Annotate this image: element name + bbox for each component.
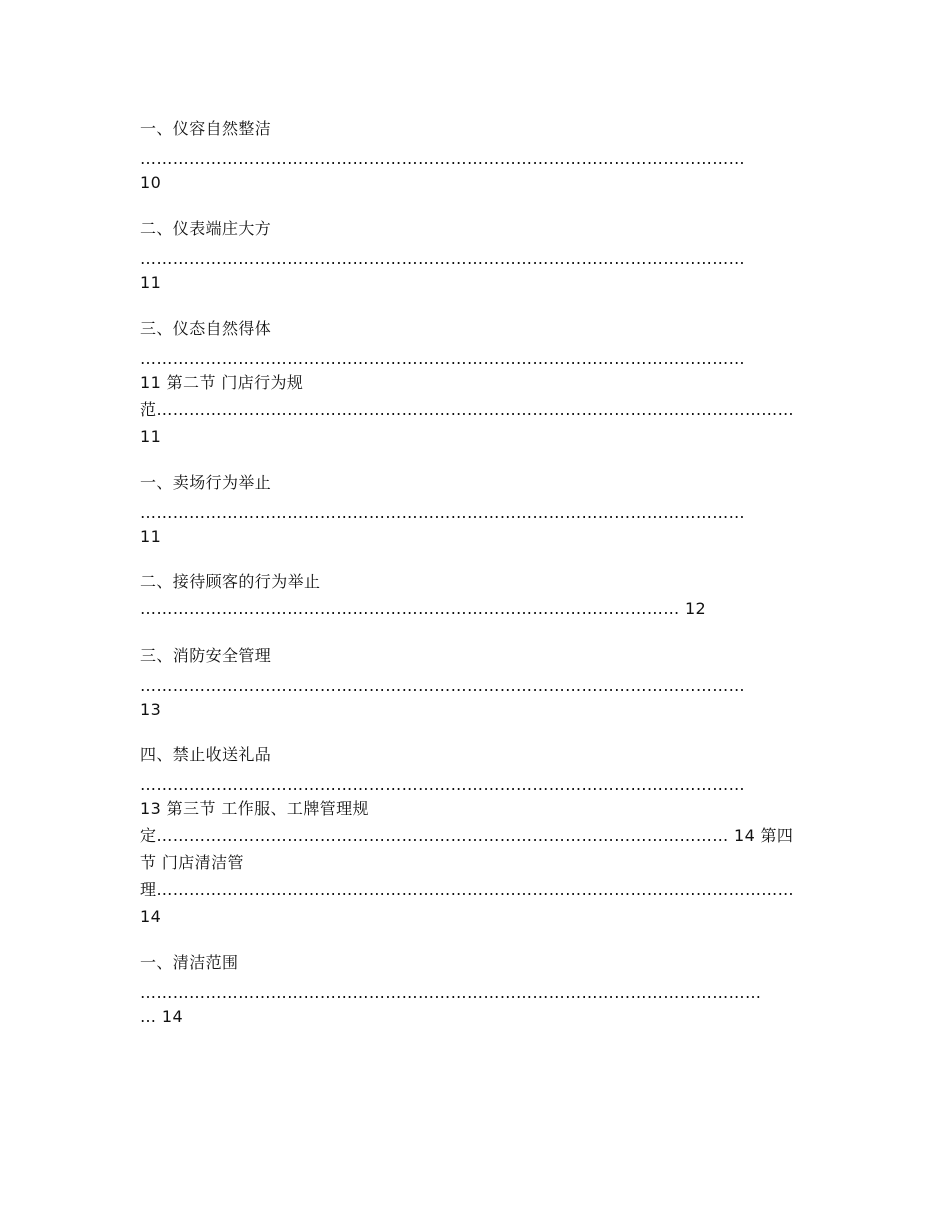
toc-page-number-and-section: 13 第三节 工作服、工牌管理规 (140, 799, 369, 818)
toc-page-number: … 14 (140, 1007, 184, 1026)
toc-leader-dots: ………………………………………………………………………………………………… (140, 503, 745, 522)
toc-page-number: 13 (140, 700, 162, 719)
toc-section-title: 节 门店清洁管 (140, 853, 244, 872)
toc-page-number-and-section: 11 第二节 门店行为规 (140, 373, 304, 392)
toc-leader-dots: ………………………………………………………………………………………………… (140, 149, 745, 168)
toc-page-number: 10 (140, 173, 162, 192)
toc-page-number: 11 (140, 527, 162, 546)
toc-page-number: 11 (140, 273, 162, 292)
toc-entry-title: 三、消防安全管理 (140, 646, 272, 665)
toc-leader-dots: ………………………………………………………………………………………………… (140, 676, 745, 695)
toc-entry-title: 三、仪态自然得体 (140, 319, 272, 338)
toc-leader-dots: ………………………………………………………………………………………………… (140, 249, 745, 268)
toc-section-leader: 范……………………………………………………………………………………………………… (140, 400, 794, 419)
toc-leader-dots-with-page: ……………………………………………………………………………………… 12 (140, 599, 707, 618)
toc-leader-dots: ………………………………………………………………………………………………… (140, 349, 745, 368)
toc-entry-title: 二、仪表端庄大方 (140, 219, 272, 238)
toc-leader-dots: ………………………………………………………………………………………………… (140, 775, 745, 794)
toc-entry-title: 一、卖场行为举止 (140, 473, 272, 492)
toc-entry-title: 二、接待顾客的行为举止 (140, 572, 321, 591)
toc-section-leader: 理……………………………………………………………………………………………………… (140, 880, 794, 899)
toc-page-number: 11 (140, 427, 162, 446)
toc-entry-title: 一、清洁范围 (140, 953, 239, 972)
toc-section-leader: 定…………………………………………………………………………………………… 14 第四 (140, 826, 794, 845)
toc-leader-dots: …………………………………………………………………………………………………… (140, 983, 762, 1002)
toc-page-number: 14 (140, 907, 162, 926)
toc-entry-title: 四、禁止收送礼品 (140, 745, 272, 764)
toc-entry-title: 一、仪容自然整洁 (140, 119, 272, 138)
